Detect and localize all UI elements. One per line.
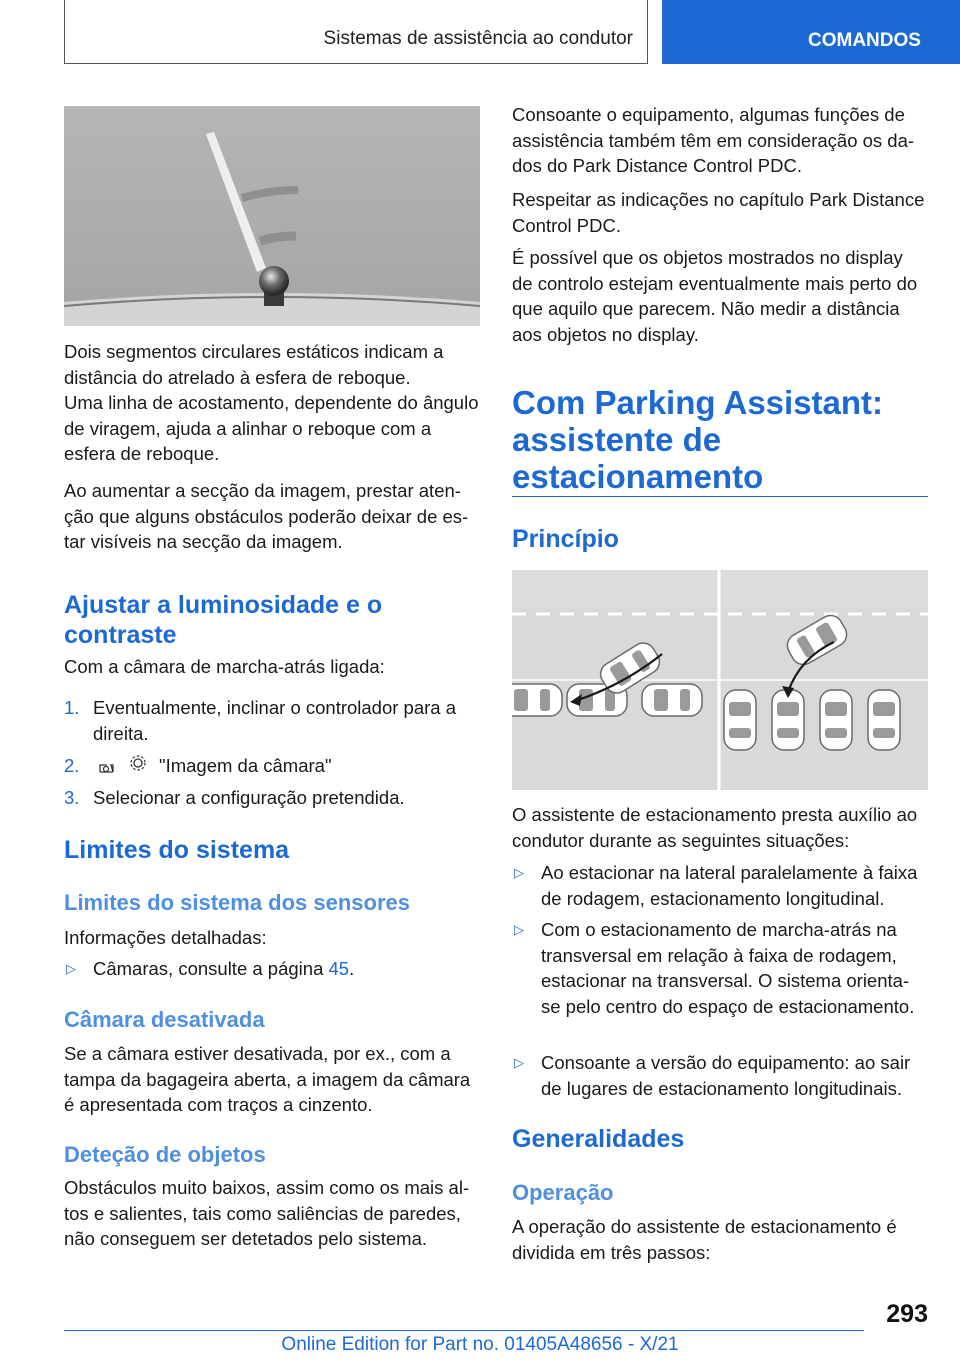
triangle-right-icon: ▷: [514, 922, 524, 937]
heading-object-detection: Deteção de objetos: [64, 1142, 266, 1167]
principle-bullet-1: [512, 860, 928, 912]
heading-operation: Operação: [512, 1180, 614, 1205]
bullet-text: Com o estacionamento de marcha-atrás na transversal em relação à faixa de rodagem, estacionar na transversal. O sistema orienta-se pelo centro do espaço de estacionamento.: [541, 919, 915, 1017]
chapter-tab: [662, 0, 960, 64]
principle-intro: O assistente de estacionamento presta auxílio ao condutor durante as seguintes situações:: [512, 804, 918, 851]
sensor-bullet: [64, 956, 480, 982]
triangle-right-icon: ▷: [66, 961, 76, 976]
step-1: [64, 695, 480, 747]
trailer-hitch-camera-image: [64, 106, 480, 326]
step-text: "Imagem da câmara": [159, 755, 332, 776]
header-frame: [64, 0, 648, 64]
object-detection-text: Obstáculos muito baixos, assim como os mais altos e salientes, tais como saliências de paredes, não conseguem ser detetados pelo sistema.: [64, 1177, 470, 1249]
heading-rule: [512, 496, 928, 497]
step-text: Selecionar a configuração pretendida.: [93, 787, 405, 808]
camera-settings-icon: [95, 754, 151, 778]
operation-text: A operação do assistente de estacionamento é dividida em três passos:: [512, 1216, 897, 1263]
chapter-tab-label: COMANDOS: [808, 30, 921, 51]
step-text: Eventualmente, inclinar o controlador para a direita.: [93, 697, 457, 744]
step-number: 2.: [64, 755, 80, 776]
triangle-right-icon: ▷: [514, 865, 524, 880]
heading-principle: Princípio: [512, 525, 619, 553]
camera-off-text: Se a câmara estiver desativada, por ex., com a tampa da bagageira aberta, a imagem da câmara é apresentada com traços a cinzento.: [64, 1043, 471, 1115]
triangle-right-icon: ▷: [514, 1055, 524, 1070]
section-title: Sistemas de assistência ao condutor: [323, 28, 633, 49]
step-3: [64, 785, 480, 811]
step-2: [64, 753, 480, 779]
page-number: 293: [886, 1300, 928, 1328]
page-link[interactable]: 45: [328, 958, 350, 979]
sensor-intro: Informações detalhadas:: [64, 927, 267, 948]
principle-bullet-2: [512, 917, 928, 1045]
bullet-text: Consoante a versão do equipamento: ao sair de lugares de estacionamento longitudinais.: [541, 1052, 911, 1099]
footer-rule: [64, 1330, 864, 1331]
heading-adjust-brightness: Ajustar a luminosidade e o contraste: [64, 591, 383, 649]
heading-sensor-limits: Limites do sistema dos sensores: [64, 890, 411, 915]
edition-note: Online Edition for Part no. 01405A48656 - X/21: [281, 1334, 679, 1355]
principle-bullet-3: [512, 1050, 928, 1102]
heading-camera-off: Câmara desativada: [64, 1007, 265, 1032]
paragraph-distance-segments: Dois segmentos circulares estáticos indicam a distância do atrelado à esfera de reboque.: [64, 341, 444, 388]
heading-parking-assistant-1: Com Parking Assistant:: [512, 384, 884, 421]
heading-general: Generalidades: [512, 1125, 685, 1153]
bullet-text: Ao estacionar na lateral paralelamente à faixa de rodagem, estacionamento longitudinal.: [541, 862, 918, 909]
bullet-text: Câmaras, consulte a página 45.: [93, 958, 355, 979]
paragraph-pdc-functions: Consoante o equipamento, algumas funções de assistência também têm em consideração os dados do Park Distance Control PDC.: [512, 104, 915, 176]
step-number: 1.: [64, 697, 80, 718]
paragraph-zoom-warning: Ao aumentar a secção da imagem, prestar atenção que alguns obstáculos poderão deixar de estar visíveis na secção da imagem.: [64, 480, 469, 552]
adjust-intro: Com a câmara de marcha-atrás ligada:: [64, 656, 385, 677]
parking-scenarios-image: [512, 570, 928, 790]
paragraph-pdc-reference: Respeitar as indicações no capítulo Park Distance Control PDC.: [512, 189, 925, 236]
step-number: 3.: [64, 787, 80, 808]
paragraph-display-distance: É possível que os objetos mostrados no display de controlo estejam eventualmente mais perto do que aquilo que parecem. Não medir a distância aos objetos no display.: [512, 247, 918, 345]
heading-system-limits: Limites do sistema: [64, 836, 290, 864]
paragraph-alignment-line: Uma linha de acostamento, dependente do ângulo de viragem, ajuda a alinhar o reboque com a esfera de reboque.: [64, 392, 479, 464]
heading-parking-assistant-3: estacionamento: [512, 458, 764, 495]
heading-parking-assistant-2: assistente de: [512, 421, 722, 458]
